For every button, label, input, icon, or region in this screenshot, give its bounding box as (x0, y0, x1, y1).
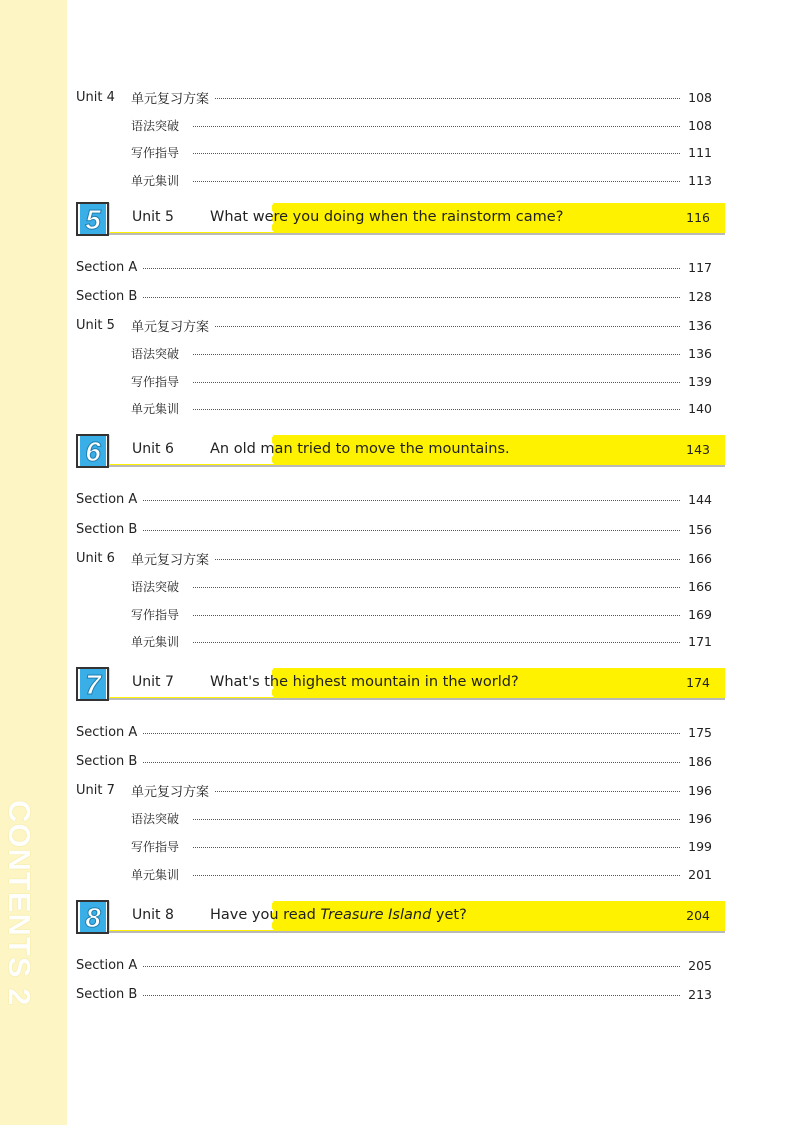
leader-dots (193, 874, 680, 876)
leader-dots (193, 818, 680, 820)
toc-unit7-section-a[interactable]: Section A 175 (76, 724, 712, 740)
toc-unit7-training[interactable]: 单元集训 201 (131, 866, 712, 882)
toc-unit6-training[interactable]: 单元集训 171 (131, 633, 712, 649)
toc-unit6-section-a[interactable]: Section A 144 (76, 491, 712, 507)
leader-dots (143, 994, 680, 996)
toc-unit6-section-b[interactable]: Section B 156 (76, 521, 712, 537)
leader-dots (193, 408, 680, 410)
toc-unit5-grammar[interactable]: 语法突破 136 (131, 345, 712, 361)
leader-dots (193, 846, 680, 848)
toc-unit5-review[interactable]: Unit 5 单元复习方案 136 (76, 317, 712, 335)
leader-dots (215, 97, 680, 99)
toc-unit4-training[interactable]: 单元集训 113 (131, 172, 712, 188)
leader-dots (193, 180, 680, 182)
toc-unit6-writing[interactable]: 写作指导 169 (131, 606, 712, 622)
unit5-label: Unit 5 (132, 209, 174, 225)
toc-unit6-review[interactable]: Unit 6 单元复习方案 166 (76, 550, 712, 568)
leader-dots (143, 965, 680, 967)
unit5-title: What were you doing when the rainstorm came? (210, 209, 564, 225)
toc-unit7-review[interactable]: Unit 7 单元复习方案 196 (76, 782, 712, 800)
leader-dots (143, 761, 680, 763)
leader-dots (193, 614, 680, 616)
leader-dots (193, 586, 680, 588)
unit6-title: An old man tried to move the mountains. (210, 441, 510, 457)
unit5-number-badge: 5 (76, 202, 109, 236)
toc-unit5-section-a[interactable]: Section A 117 (76, 259, 712, 275)
toc-unit4-grammar[interactable]: 语法突破 108 (131, 117, 712, 133)
leader-dots (215, 558, 680, 560)
toc-unit5-writing[interactable]: 写作指导 139 (131, 373, 712, 389)
toc-unit6-grammar[interactable]: 语法突破 166 (131, 578, 712, 594)
unit7-banner[interactable] (76, 667, 725, 701)
unit8-banner[interactable] (76, 900, 725, 934)
unit8-page: 204 (686, 908, 710, 923)
leader-dots (193, 381, 680, 383)
leader-dots (215, 790, 680, 792)
leader-dots (143, 732, 680, 734)
unit7-title: What's the highest mountain in the world? (210, 674, 519, 690)
unit7-page: 174 (686, 675, 710, 690)
toc-unit7-grammar[interactable]: 语法突破 196 (131, 810, 712, 826)
unit8-label: Unit 8 (132, 907, 174, 923)
toc-unit8-section-a[interactable]: Section A 205 (76, 957, 712, 973)
toc-unit7-section-b[interactable]: Section B 186 (76, 753, 712, 769)
toc-unit4-writing[interactable]: 写作指导 111 (131, 144, 712, 160)
unit6-banner[interactable] (76, 434, 725, 468)
leader-dots (143, 529, 680, 531)
unit6-label: Unit 6 (132, 441, 174, 457)
leader-dots (143, 267, 680, 269)
leader-dots (143, 499, 680, 501)
unit8-title: Have you read Treasure Island yet? (210, 907, 467, 923)
toc-unit5-section-b[interactable]: Section B 128 (76, 288, 712, 304)
toc-unit4-review[interactable]: Unit 4 单元复习方案 108 (76, 89, 712, 107)
unit5-page: 116 (686, 210, 710, 225)
unit8-number-badge: 8 (76, 900, 109, 934)
unit6-number-badge: 6 (76, 434, 109, 468)
leader-dots (193, 641, 680, 643)
unit6-page: 143 (686, 442, 710, 457)
leader-dots (143, 296, 680, 298)
toc-unit7-writing[interactable]: 写作指导 199 (131, 838, 712, 854)
unit7-label: Unit 7 (132, 674, 174, 690)
unit7-number-badge: 7 (76, 667, 109, 701)
leader-dots (193, 353, 680, 355)
unit5-banner[interactable] (76, 202, 725, 236)
leader-dots (193, 152, 680, 154)
toc-unit8-section-b[interactable]: Section B 213 (76, 986, 712, 1002)
toc-unit5-training[interactable]: 单元集训 140 (131, 400, 712, 416)
leader-dots (193, 125, 680, 127)
leader-dots (215, 325, 680, 327)
